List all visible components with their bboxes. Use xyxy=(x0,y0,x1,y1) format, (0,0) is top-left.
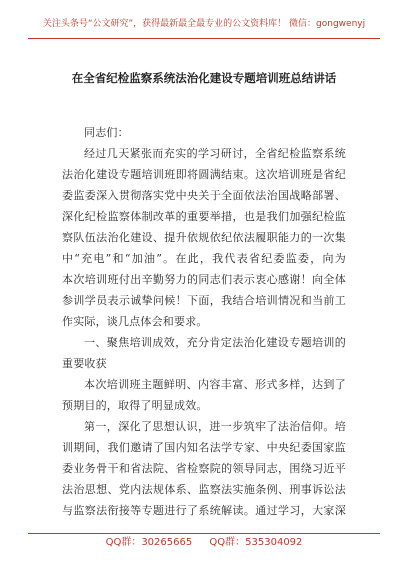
salutation-line: 同志们： xyxy=(84,126,129,139)
footer-divider xyxy=(28,533,380,534)
body-line: 参训学员表示诚挚问候！下面，我结合培训情况和当前工 xyxy=(62,294,346,307)
body-line: 预期目的，取得了明显成效。 xyxy=(62,399,208,412)
document-body xyxy=(62,122,346,521)
body-line: 与监察法衔接等专题进行了系统解读。通过学习，大家深 xyxy=(62,504,346,517)
body-line: 作实际，谈几点体会和要求。 xyxy=(62,315,208,328)
body-line: 经过几天紧张而充实的学习研讨，全省纪检监察系统 xyxy=(84,147,346,160)
section-heading-line: 重要收获 xyxy=(62,357,107,370)
body-line: 察队伍法治化建设、提升依规依纪依法履职能力的一次集 xyxy=(62,231,346,244)
promo-footer xyxy=(28,536,380,550)
body-line: 训期间，我们邀请了国内知名法学专家、中央纪委国家监 xyxy=(62,441,346,454)
body-line: 本次培训班主题鲜明、内容丰富、形式多样，达到了 xyxy=(84,378,346,391)
promo-header: 关注头条号“公文研究”，获得最新最全最专业的公文资料库！ 微信：gongwenyj xyxy=(42,19,366,29)
body-line: 委监委深入贯彻落实党中央关于全面依法治国战略部署、 xyxy=(62,189,346,202)
header-divider xyxy=(28,38,380,39)
body-line: 中“充电”和“加油”。在此，我代表省纪委监委，向为 xyxy=(62,252,346,265)
body-line: 法治化建设专题培训班即将圆满结束。这次培训班是省纪 xyxy=(62,168,346,181)
qq-group-1: QQ群：30265665 xyxy=(105,537,193,548)
body-line: 法治思想、党内法规体系、监察法实施条例、刑事诉讼法 xyxy=(62,483,346,496)
body-line: 本次培训班付出辛勤努力的同志们表示衷心感谢！向全体 xyxy=(62,273,346,286)
document-title: 在全省纪检监察系统法治化建设专题培训班总结讲话 xyxy=(71,71,337,85)
body-line: 委业务骨干和省法院、省检察院的领导同志，围绕习近平 xyxy=(62,462,346,475)
body-line: 深化纪检监察体制改革的重要举措，也是我们加强纪检监 xyxy=(62,210,346,223)
body-line: 第一，深化了思想认识，进一步筑牢了法治信仰。培 xyxy=(84,420,346,433)
section-heading-line: 一、聚焦培训成效，充分肯定法治化建设专题培训的 xyxy=(84,336,346,349)
qq-group-2: QQ群：535304092 xyxy=(209,537,303,548)
